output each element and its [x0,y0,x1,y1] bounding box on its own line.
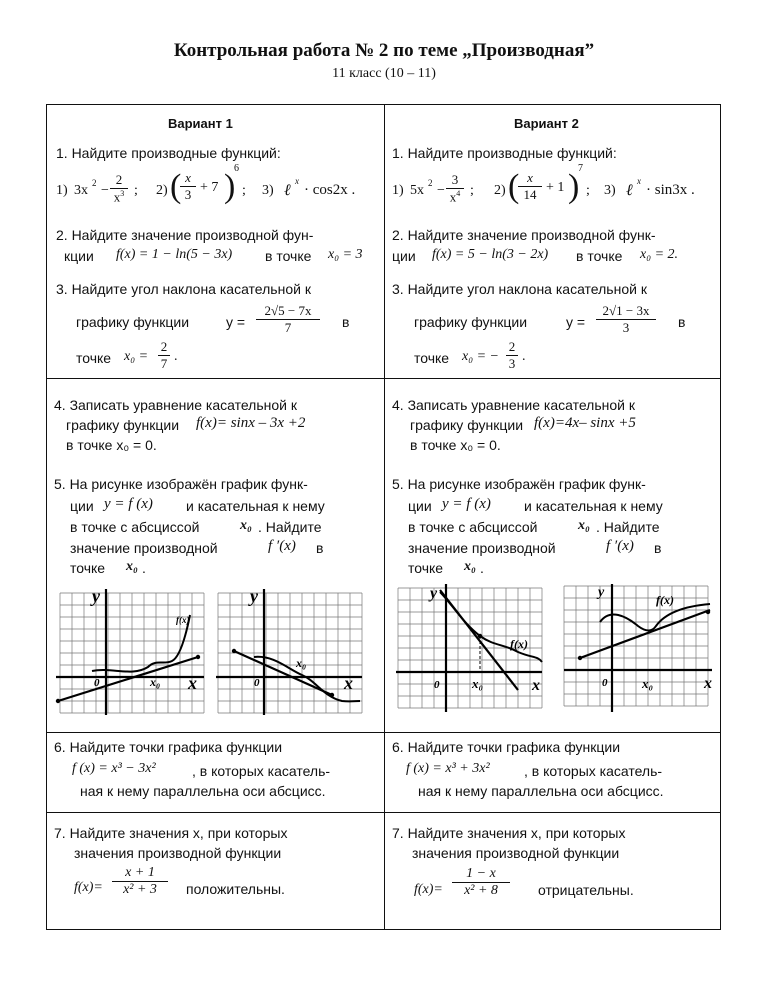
svg-text:x₀: x₀ [472,676,484,691]
v1-graph-b-tangent [234,651,332,695]
v1-task3-line1: 3. Найдите угол наклона касательной к [56,281,311,297]
v1-task7-fraction: $\frac{x + 1}{\text{x² + 3}}$ [112,865,168,898]
v2-task3-line1: 3. Найдите угол наклона касательной к [392,281,647,297]
v2-heading: Вариант 2 [514,116,579,131]
v2-task6-function: f (x) = x³ + 3x² [406,761,490,776]
v1-task3-fraction: $\frac{2√5 - 7x}{7}$ [256,303,320,336]
v2-graph-b [560,582,716,716]
svg-text:y: y [92,586,100,606]
svg-text:x₀: x₀ [150,675,161,689]
svg-text:f(x): f(x) [656,593,674,607]
v1-task6-line1: 6. Найдите точки графика функции [54,739,283,755]
svg-text:x: x [188,673,197,693]
svg-text:x: x [344,673,353,693]
v2-task5-derivative: f ′(x) [606,538,634,554]
v1-task4-label: графику функции [66,417,180,433]
v2-task2-line1: 2. Найдите значение производной функ- [392,227,656,243]
v2-task4-line1: 4. Записать уравнение касательной к [392,397,635,413]
v2-task5-function: y = f (x) [442,496,491,512]
v2-task7-line2: значения производной функции [412,845,620,861]
v1-task3-label: графику функции [76,314,190,330]
svg-text:y: y [430,585,438,602]
v2-task2-label: ции [392,248,416,264]
v1-graph-a [52,585,208,717]
v1-task6-function: f (x) = x³ − 3x² [72,761,156,776]
v2-task4-label: графику функции [410,417,524,433]
v2-task3-fraction: $\frac{2√1 - 3x}{3}$ [596,303,656,336]
v2-task2-function: f(x) = 5 − ln(3 − 2x) [432,247,549,262]
v2-task7-fraction: $\frac{1 - x}{\text{x² + 8}}$ [452,866,510,899]
v1-task3-point: x₀ = [124,349,149,364]
v1-task2-point: x₀ = 3 [328,247,363,262]
v2-task4-line3: в точке x₀ = 0. [410,437,501,453]
v1-task4-line1: 4. Записать уравнение касательной к [54,397,297,413]
v2-task5-line1: 5. На рисунке изображён график функ- [392,476,646,492]
v2-graph-a-curve [440,592,542,662]
v1-task6-line3: ная к нему параллельна оси абсцисс. [80,783,326,799]
page-title: Контрольная работа № 2 по теме „Производная” [173,40,595,61]
v2-task3-point: x₀ = − [462,349,499,364]
v2-f1-fraction: $\frac{3}{x^4}$ [446,172,464,205]
v2-task6-line3: ная к нему параллельна оси абсцисс. [418,783,664,799]
svg-text:x₀: x₀ [296,656,307,670]
svg-text:0: 0 [94,677,100,689]
v1-heading: Вариант 1 [168,116,233,131]
v1-f2-fraction: $\frac{x}{3}$ [180,170,196,203]
v1-task4-line3: в точке x₀ = 0. [66,437,157,453]
v1-task4-function: f(x)= sinx – 3x +2 [196,415,306,431]
v2-task6-line1: 6. Найдите точки графика функции [392,739,621,755]
v1-task3-point-fraction: $\frac{2}{7}$ [158,339,170,372]
v2-task1-text: 1. Найдите производные функций: [392,145,617,161]
v1-f1-fraction: $\frac{2}{x^3}$ [110,172,128,205]
v2-task3-y: y = [566,314,586,330]
v2-graph-a [392,582,548,716]
v2-task7-tail: отрицательны. [538,882,634,898]
v1-task3-point-label: точке [76,350,112,366]
v1-task3-in: в [342,314,350,330]
v1-task2-label: кции [64,248,94,264]
svg-text:0: 0 [254,677,260,689]
svg-text:y: y [250,586,258,606]
svg-text:x₀: x₀ [642,676,654,691]
v1-task5-function: y = f (x) [104,496,153,512]
v1-task7-line1: 7. Найдите значения x, при которых [54,825,288,841]
v2-task7-line1: 7. Найдите значения x, при которых [392,825,626,841]
page-subtitle: 11 класс (10 – 11) [332,66,436,81]
v2-task3-label: графику функции [414,314,528,330]
v2-task3-point-label: точке [414,350,450,366]
svg-text:f(x): f(x) [510,637,528,651]
v1-task2-function: f(x) = 1 − ln(5 − 3x) [116,247,233,262]
v1-task7-fx: f(x)= [74,880,103,895]
v1-task2-at-point: в точке [265,248,312,264]
v1-graph-b [214,585,364,717]
v2-task4-function: f(x)=4x– sinx +5 [534,415,636,431]
v2-task2-point: x₀ = 2. [640,247,679,262]
v1-task2-line1: 2. Найдите значение производной фун- [56,227,314,243]
v1-task3-y: y = [226,314,246,330]
v2-f2-fraction: $\frac{x}{14}$ [518,170,542,203]
v1-task5-derivative: f ′(x) [268,538,296,554]
svg-text:x: x [532,677,540,694]
v1-task5-line1: 5. На рисунке изображён график функ- [54,476,308,492]
v1-graph-a-tangent [58,657,198,701]
svg-text:x: x [704,675,712,692]
v2-task3-point-fraction: $\frac{2}{3}$ [506,339,518,372]
v2-task3-in: в [678,314,686,330]
v1-task1-text: 1. Найдите производные функций: [56,145,281,161]
v2-task2-at-point: в точке [576,248,623,264]
v2-task7-fx: f(x)= [414,882,443,897]
v1-task7-line2: значения производной функции [74,845,282,861]
v1-task7-tail: положительны. [186,881,285,897]
svg-text:0: 0 [602,677,608,689]
svg-text:0: 0 [434,679,440,691]
svg-text:y: y [598,585,605,600]
svg-text:f(x): f(x) [176,615,190,625]
